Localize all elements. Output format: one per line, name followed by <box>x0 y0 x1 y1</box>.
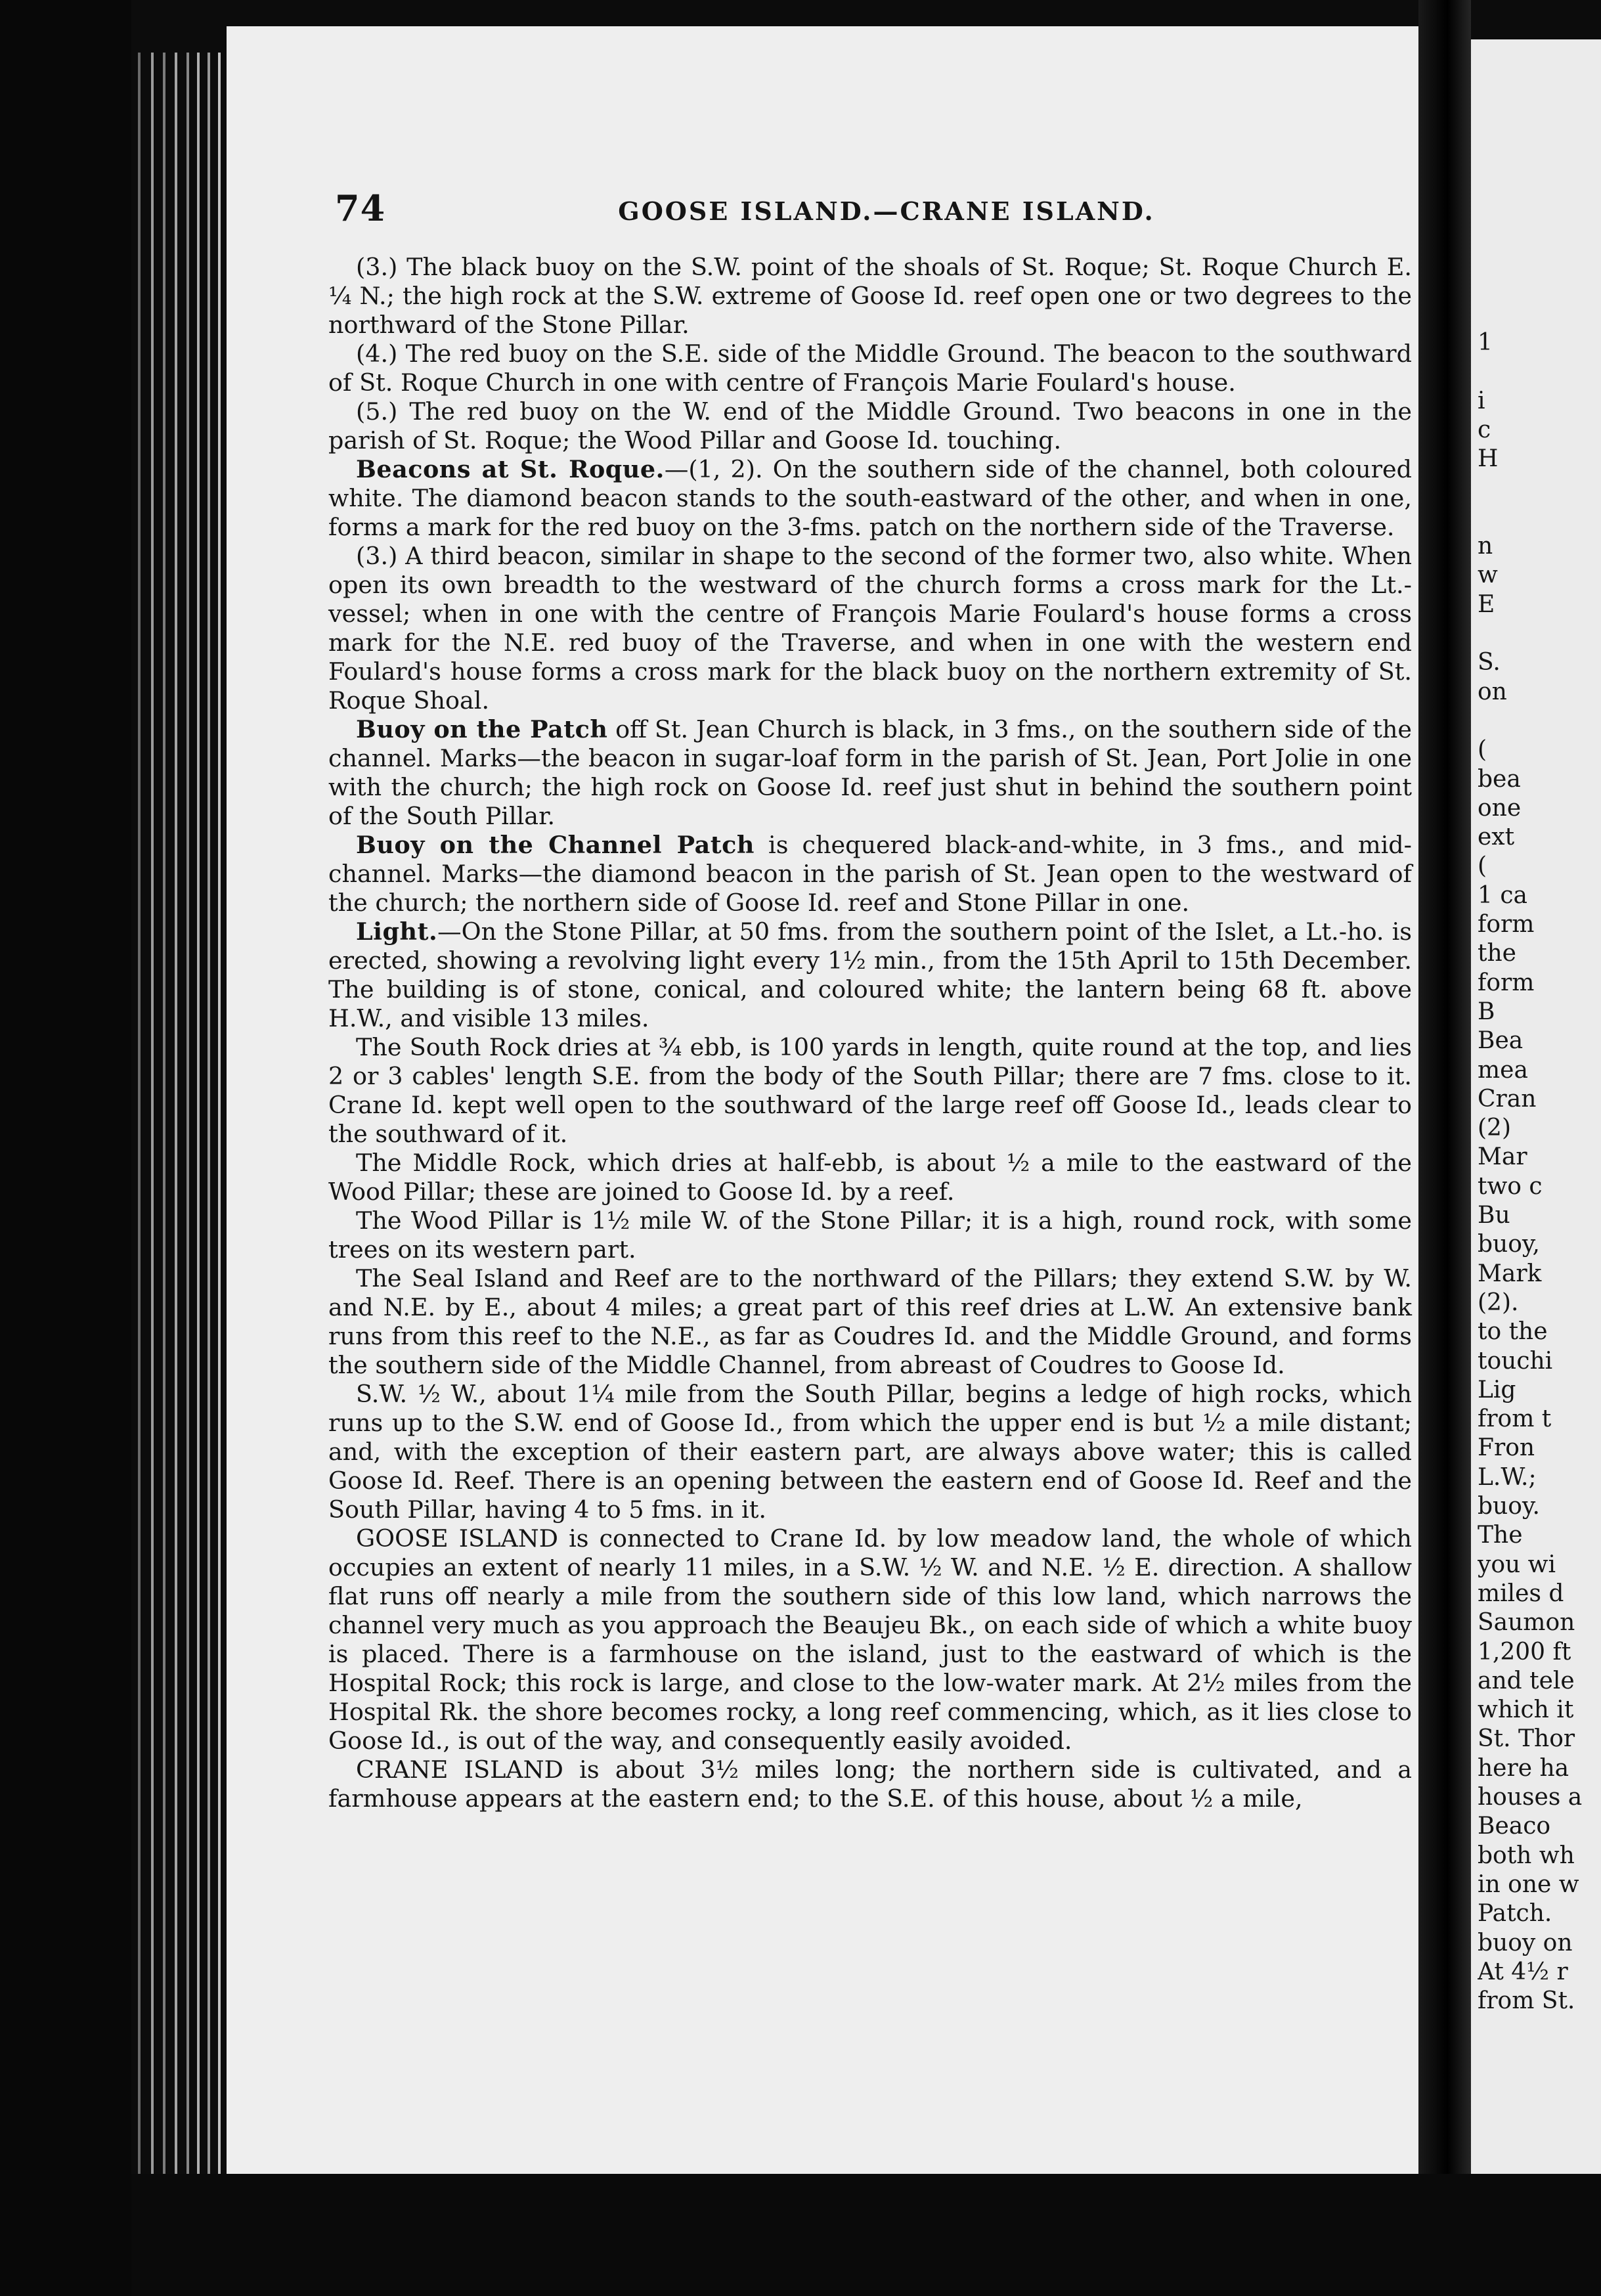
paragraph <box>328 1033 1412 1149</box>
facing-page-line: Bu <box>1478 1202 1510 1229</box>
facing-page-line: from t <box>1478 1405 1552 1433</box>
paragraph <box>328 1264 1412 1380</box>
paragraph <box>328 542 1412 715</box>
facing-page-line: form <box>1478 969 1535 996</box>
facing-page-line: The <box>1478 1522 1523 1549</box>
body-text <box>328 253 1412 1813</box>
book-page <box>227 26 1418 2174</box>
facing-page-line: in one w <box>1478 1870 1579 1898</box>
facing-page-line: two c <box>1478 1172 1543 1200</box>
facing-page-line: one <box>1478 794 1522 822</box>
paragraph-text: (3.) The black buoy on the S.W. point of the shoals of St. Roque; St. Roque Church E. ¼ N.; the high rock at the S.W. extreme of Goose Id. reef open one or two degrees to the northward of the Stone Pillar. <box>328 253 1412 339</box>
facing-page-line: both wh <box>1478 1842 1575 1869</box>
page-header <box>335 187 1359 240</box>
paragraph-heading: Beacons at St. Roque. <box>356 455 665 483</box>
paragraph-text: S.W. ½ W., about 1¼ mile from the South Pillar, begins a ledge of high rocks, which runs up to the S.W. end of Goose Id., from which the upper end is but ½ a mile distant; and, with the exception of their eastern part, are always above water; this is called Goose Id. Reef. There is an opening between the eastern end of Goose Id. Reef and the South Pillar, having 4 to 5 fms. in it. <box>328 1380 1412 1524</box>
facing-page-line <box>1478 707 1601 736</box>
facing-page-line: B <box>1478 998 1495 1025</box>
facing-page-line: Bea <box>1478 1027 1524 1055</box>
facing-page-line: here ha <box>1478 1754 1569 1782</box>
paragraph-text: off St. Jean Church is black, in 3 fms., on the southern side of the channel. Marks—the beacon in sugar-loaf form in the parish of St. Jean, Port Jolie in one with the church; the high rock on Goose Id. reef just shut in behind the southern point of the South Pillar. <box>328 715 1412 830</box>
paragraph-text: CRANE ISLAND is about 3½ miles long; the northern side is cultivated, and a farmhouse appears at the eastern end; to the S.E. of this house, about ½ a mile, <box>328 1755 1412 1813</box>
facing-page-fragment <box>1471 39 1601 2174</box>
facing-page-line: you wi <box>1478 1551 1556 1578</box>
paragraph-text: (3.) A third beacon, similar in shape to the second of the former two, also white. When open its own breadth to the westward of the church forms a cross mark for the Lt.-vessel; when in one with the centre of François Marie Foulard's house forms a cross mark for the N.E. red buoy of the Traverse, and when in one with the western end Foulard's house forms a cross mark for the black buoy on the northern extremity of St. Roque Shoal. <box>328 542 1412 715</box>
book-gutter <box>1418 0 1471 2296</box>
paragraph <box>328 1149 1412 1206</box>
paragraph-heading: Light. <box>356 917 438 946</box>
facing-page-line: buoy on <box>1478 1929 1573 1956</box>
facing-page-line: buoy, <box>1478 1231 1540 1258</box>
paragraph-text: The South Rock dries at ¾ ebb, is 100 yards in length, quite round at the top, and lies 2 or 3 cables' length S.E. from the body of the South Pillar; there are 7 fms. close to it. Crane Id. kept well open to the southward of the large reef off Goose Id., leads clear to the southward of it. <box>328 1033 1412 1148</box>
paragraph <box>328 340 1412 397</box>
facing-page-line: ( <box>1478 852 1487 880</box>
facing-page-line: (2) <box>1478 1115 1511 1142</box>
facing-page-line: on <box>1478 678 1507 705</box>
facing-page-line: bea <box>1478 765 1521 793</box>
facing-page-line <box>1478 474 1601 503</box>
page-edges <box>131 53 230 2213</box>
paragraph-text: The Middle Rock, which dries at half-ebb, is about ½ a mile to the eastward of the Wood Pillar; these are joined to Goose Id. by a reef. <box>328 1149 1412 1206</box>
facing-page-line: and tele <box>1478 1667 1575 1694</box>
paragraph <box>328 397 1412 455</box>
facing-page-line: ext <box>1478 824 1515 851</box>
facing-page-line: mea <box>1478 1056 1528 1084</box>
facing-page-line: At 4½ r <box>1478 1958 1568 1985</box>
facing-page-line: Cran <box>1478 1085 1537 1113</box>
facing-page-line: Mark <box>1478 1260 1542 1287</box>
facing-page-line: c <box>1478 416 1491 443</box>
paragraph <box>328 917 1412 1033</box>
paragraph-text: (5.) The red buoy on the W. end of the Middle Ground. Two beacons in one in the parish of St. Roque; the Wood Pillar and Goose Id. touching. <box>328 397 1412 454</box>
paragraph <box>328 1524 1412 1755</box>
paragraph-text: The Seal Island and Reef are to the northward of the Pillars; they extend S.W. by W. and N.E. by E., about 4 miles; a great part of this reef dries at L.W. An extensive bank runs from this reef to the N.E., as far as Coudres Id. and the Middle Ground, and forms the southern side of the Middle Channel, from abreast of Coudres to Goose Id. <box>328 1264 1412 1379</box>
facing-page-line: houses a <box>1478 1784 1583 1811</box>
facing-page-line: Fron <box>1478 1434 1535 1462</box>
facing-page-line: Patch. <box>1478 1900 1552 1928</box>
facing-page-line: Lig <box>1478 1376 1516 1403</box>
facing-page-line: miles d <box>1478 1579 1564 1607</box>
facing-page-line: 1 <box>1478 329 1493 356</box>
page-number: 74 <box>335 187 386 229</box>
paragraph-text: The Wood Pillar is 1½ mile W. of the Stone Pillar; it is a high, round rock, with some trees on its western part. <box>328 1206 1412 1264</box>
facing-page-line: Beaco <box>1478 1813 1551 1840</box>
paragraph-text: GOOSE ISLAND is connected to Crane Id. by low meadow land, the whole of which occupies an extent of nearly 11 miles, in a S.W. ½ W. and N.E. ½ E. direction. A shallow flat runs off nearly a mile from the southern side of this low land, which narrows the channel very much as you approach the Beaujeu Bk., on each side of which a white buoy is placed. There is a farmhouse on the island, just to the eastward of which is the Hospital Rock; this rock is large, and close to the low-water mark. At 2½ miles from the Hospital Rk. the shore becomes rocky, a long reef commencing, which, as it lies close to Goose Id., is out of the way, and consequently easily avoided. <box>328 1524 1412 1755</box>
facing-page-line: touchi <box>1478 1347 1553 1375</box>
facing-page-line: w <box>1478 562 1498 589</box>
facing-page-line: ( <box>1478 736 1487 764</box>
facing-page-line <box>1478 503 1601 532</box>
facing-page-line: 1 ca <box>1478 881 1527 909</box>
running-title: GOOSE ISLAND.—CRANE ISLAND. <box>618 196 1155 226</box>
paragraph <box>328 1380 1412 1524</box>
paragraph-heading: Buoy on the Patch <box>356 715 608 743</box>
paragraph <box>328 831 1412 917</box>
facing-page-line: buoy. <box>1478 1493 1540 1520</box>
facing-page-line: L.W.; <box>1478 1463 1537 1491</box>
facing-page-line: (2). <box>1478 1289 1519 1316</box>
paragraph <box>328 1206 1412 1264</box>
scan-bottom-edge <box>131 2174 1601 2296</box>
facing-page-line: Mar <box>1478 1143 1527 1171</box>
facing-page-line: from St. <box>1478 1987 1575 2015</box>
facing-page-line: i <box>1478 387 1485 414</box>
paragraph <box>328 455 1412 542</box>
paragraph-text: (4.) The red buoy on the S.E. side of the Middle Ground. The beacon to the southward of St. Roque Church in one with centre of François Marie Foulard's house. <box>328 340 1412 397</box>
facing-page-line <box>1478 357 1601 386</box>
facing-page-line: E <box>1478 590 1495 618</box>
paragraph <box>328 1755 1412 1813</box>
paragraph-text: —(1, 2). On the southern side of the channel, both coloured white. The diamond beacon stands to the south-eastward of the other, and when in one, forms a mark for the red buoy on the 3-fms. patch on the northern side of the Traverse. <box>328 455 1413 541</box>
facing-page-line: Saumon <box>1478 1609 1575 1637</box>
facing-page-line <box>1478 619 1601 648</box>
facing-page-line: S. <box>1478 649 1501 676</box>
scan-background <box>0 0 131 2296</box>
paragraph-heading: Buoy on the Channel Patch <box>356 831 755 859</box>
facing-page-line: form <box>1478 911 1535 938</box>
paragraph-text: is chequered black-and-white, in 3 fms., and mid-channel. Marks—the diamond beacon in the parish of St. Jean open to the westward of the church; the northern side of Goose Id. reef and Stone Pillar in one. <box>328 831 1412 917</box>
paragraph <box>328 253 1412 340</box>
facing-page-line: which it <box>1478 1696 1574 1724</box>
paragraph <box>328 715 1412 831</box>
facing-page-line: 1,200 ft <box>1478 1638 1571 1666</box>
facing-page-line: n <box>1478 533 1493 560</box>
facing-page-line: to the <box>1478 1318 1548 1346</box>
facing-page-line: H <box>1478 445 1499 473</box>
facing-page-line: St. Thor <box>1478 1725 1575 1753</box>
facing-page-line: the <box>1478 940 1516 967</box>
paragraph-text: —On the Stone Pillar, at 50 fms. from the southern point of the Islet, a Lt.-ho. is erected, showing a revolving light every 1½ min., from the 15th April to 15th December. The building is of stone, conical, and coloured white; the lantern being 68 ft. above H.W., and visible 13 miles. <box>328 917 1412 1032</box>
